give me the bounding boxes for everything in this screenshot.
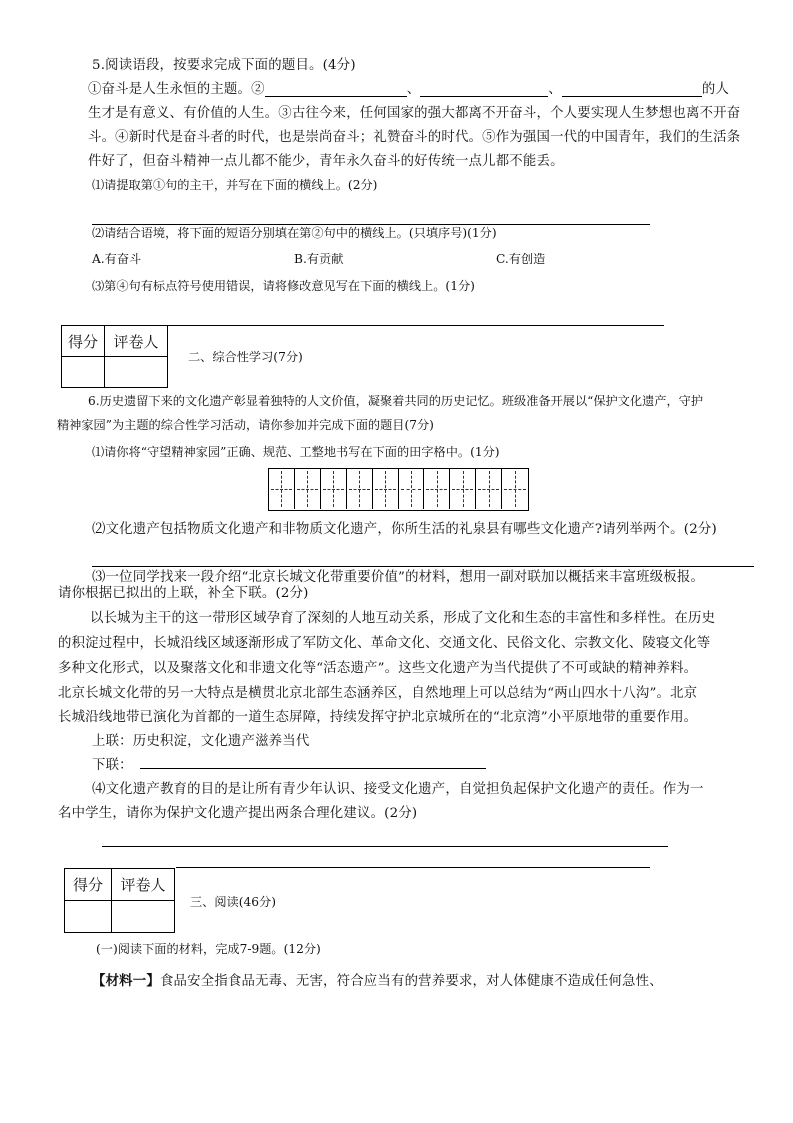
q6-sub4-line1: ⑷文化遗产教育的目的是让所有青少年认识、接受文化遗产，自觉担负起保护文化遗产的责任。作为一 [92, 782, 704, 797]
grid-cell[interactable] [476, 469, 502, 509]
q5-paragraph-line4: 件好了，但奋斗精神一点儿都不能少，青年永久奋斗的好传统一点儿都不能丢。 [88, 154, 564, 169]
q5-blank-3[interactable] [562, 82, 702, 97]
q6-sub4-line2: 名中学生，请你为保护文化遗产提出两条合理化建议。(2分) [58, 806, 418, 821]
q5-sub2: ⑵请结合语境，将下面的短语分别填在第②句中的横线上。(只填序号)(1分) [92, 226, 497, 240]
q6-intro-line2: 精神家园”为主题的综合性学习活动，请你参加并完成下面的题目(7分) [57, 418, 434, 432]
material-one-line [92, 970, 663, 989]
q5-para-text-b: 的人 [701, 82, 730, 97]
q5-option-a: A.有奋斗 [92, 252, 142, 266]
score-box-section2 [61, 325, 168, 388]
section3-heading: 三、阅读(46分) [190, 895, 276, 909]
q5-sub3: ⑶第④句有标点符号使用错误，请将修改意见写在下面的横线上。(1分) [92, 279, 475, 293]
q5-blank-2[interactable] [420, 82, 548, 97]
q6-material-line5: 长城沿线地带已演化为首都的一道生态屏障，持续发挥守护北京城所在的“北京湾”小平原地带的重要作用。 [58, 710, 698, 725]
q5-option-b: B.有贡献 [294, 252, 344, 266]
material-one-text: 食品安全指食品无毒、无害，符合应当有的营养要求，对人体健康不造成任何急性、 [159, 974, 663, 989]
q5-blank-separator: 、 [548, 82, 562, 97]
reading-part1-instruction: (一)阅读下面的材料，完成7-9题。(12分) [96, 942, 321, 956]
grid-cell[interactable] [347, 469, 373, 509]
grader-label: 评卷人 [112, 869, 175, 901]
grid-cell[interactable] [424, 469, 450, 509]
score-label: 得分 [62, 326, 105, 357]
q5-paragraph-line1 [88, 78, 729, 97]
score-input-cell[interactable] [62, 357, 105, 388]
grader-input-cell[interactable] [105, 357, 168, 388]
grid-cell[interactable] [450, 469, 476, 509]
q5-title: 5.阅读语段，按要求完成下面的题目。(4分) [92, 58, 356, 73]
grid-cell[interactable] [321, 469, 347, 509]
grader-input-cell[interactable] [112, 901, 175, 933]
couplet-upper: 上联：历史积淀，文化遗产滋养当代 [92, 734, 310, 749]
q6-sub1: ⑴请你将“守望精神家园”正确、规范、工整地书写在下面的田字格中。(1分) [92, 445, 500, 459]
q6-answer-line-4b[interactable] [176, 867, 650, 868]
q5-blank-separator: 、 [406, 82, 421, 97]
grid-cell[interactable] [269, 469, 295, 509]
q6-sub3-line2: 请你根据已拟出的上联，补全下联。(2分) [58, 586, 309, 601]
material-one-tag: 【材料一】 [92, 973, 160, 989]
q5-para-text-a: ①奋斗是人生永恒的主题。② [88, 82, 265, 97]
score-input-cell[interactable] [65, 901, 112, 933]
grid-cell[interactable] [399, 469, 425, 509]
q6-intro-line1: 6.历史遗留下来的文化遗产彰显着独特的人文价值，凝聚着共同的历史记忆。班级准备开展以“保护文化遗产，守护 [88, 394, 704, 408]
score-box-section3 [64, 868, 175, 933]
q6-sub2: ⑵文化遗产包括物质文化遗产和非物质文化遗产，你所生活的礼泉县有哪些文化遗产?请列举两个。(2分) [92, 522, 717, 537]
couplet-lower-answer-line[interactable] [140, 768, 486, 769]
grid-cell[interactable] [373, 469, 399, 509]
grid-cell[interactable] [502, 469, 528, 509]
q5-answer-line-3[interactable] [92, 325, 664, 326]
q5-sub1: ⑴请提取第①句的主干，并写在下面的横线上。(2分) [92, 178, 378, 192]
q6-sub3-line1: ⑶一位同学找来一段介绍“北京长城文化带重要价值”的材料，想用一副对联加以概括来丰富班级板报。 [92, 570, 705, 585]
q5-paragraph-line3: 斗。④新时代是奋斗者的时代，也是崇尚奋斗；礼赞奋斗的时代。⑤作为强国一代的中国青年，我们的生活条 [88, 130, 741, 145]
q5-blank-1[interactable] [265, 82, 407, 97]
q6-answer-line-4a[interactable] [102, 846, 668, 847]
q5-option-c: C.有创造 [496, 252, 546, 266]
q6-material-line2: 的积淀过程中，长城沿线区域逐渐形成了军防文化、革命文化、交通文化、民俗文化、宗教文化、陵寝文化等 [58, 636, 711, 651]
couplet-lower-label: 下联： [92, 758, 133, 773]
q5-paragraph-line2: 生才是有意义、有价值的人生。③古往今来，任何国家的强大都离不开奋斗，个人要实现人生梦想也离不开奋 [88, 106, 741, 121]
grid-cell[interactable] [295, 469, 321, 509]
tian-zi-ge-grid[interactable] [268, 468, 529, 511]
section2-heading: 二、综合性学习(7分) [188, 350, 303, 364]
grader-label: 评卷人 [105, 326, 168, 357]
score-label: 得分 [65, 869, 112, 901]
q6-material-line3: 多种文化形式，以及聚落文化和非遗文化等“活态遗产”。这些文化遗产为当代提供了不可或缺的精神养料。 [58, 661, 698, 676]
q6-material-line1: 以长城为主干的这一带形区域孕育了深刻的人地互动关系，形成了文化和生态的丰富性和多样性。在历史 [90, 611, 716, 626]
q6-material-line4: 北京长城文化带的另一大特点是横贯北京北部生态涵养区，自然地理上可以总结为“两山四水十八沟”。北京 [58, 686, 698, 701]
